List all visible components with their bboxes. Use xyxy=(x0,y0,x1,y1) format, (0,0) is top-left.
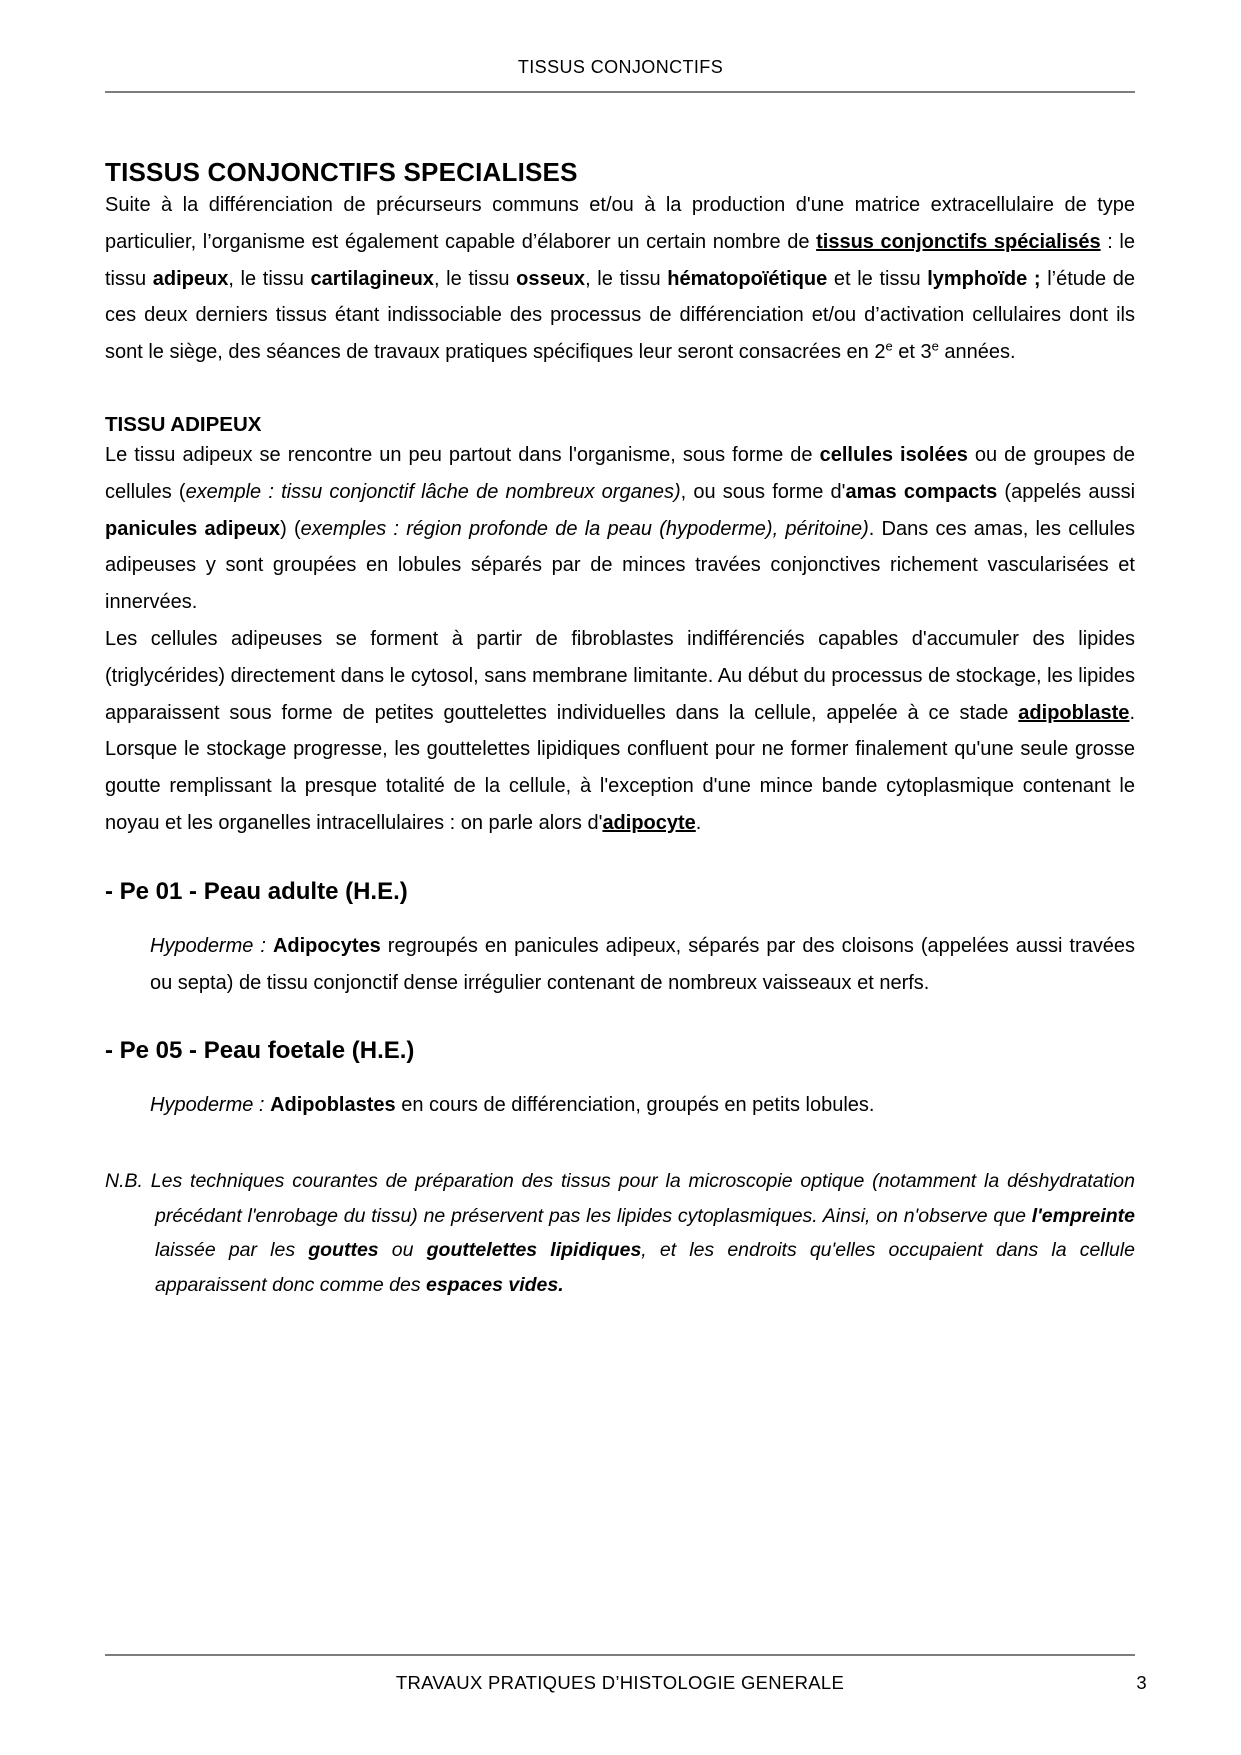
page-header xyxy=(0,0,1241,93)
nb-note: N.B. Les techniques courantes de préparation des tissus pour la microscopie optique (notamment la déshydratation précédant l'enrobage du tissu) ne préservent pas les lipides cytoplasmiques. Ainsi, on n'observe que l'empreinte laissée par les gouttes ou gouttelettes lipidiques, et les endroits qu'elles occupaient dans la cellule apparaissent donc comme des espaces vides. xyxy=(105,1170,1135,1296)
pe05-description: Hypoderme : Adipoblastes en cours de différenciation, groupés en petits lobules. xyxy=(150,1094,875,1117)
slide-heading-pe05: - Pe 05 - Peau foetale (H.E.) xyxy=(105,1037,415,1065)
footer-title: TRAVAUX PRATIQUES D’HISTOLOGIE GENERALE xyxy=(395,1672,845,1693)
page-number: 3 xyxy=(1136,1672,1147,1693)
tissu-adipeux-paragraph-1: Le tissu adipeux se rencontre un peu partout dans l'organisme, sous forme de cellules isolées ou de groupes de cellules (exemple : tissu conjonctif lâche de nombreux organes), ou sous forme d'amas compacts (appelés aussi panicules adipeux) (exemples : région profonde de la peau (hypoderme), péritoine). Dans ces amas, les cellules adipeuses y sont groupées en lobules séparés par de minces travées conjonctives richement vascularisées et innervées. xyxy=(105,443,1136,614)
footer-row xyxy=(105,1672,1147,1694)
running-header-title: TISSUS CONJONCTIFS xyxy=(517,57,724,77)
section-heading-tissu-adipeux: TISSU ADIPEUX xyxy=(105,412,262,436)
document-body xyxy=(105,157,1135,1303)
document-title: TISSUS CONJONCTIFS SPECIALISES xyxy=(105,157,578,187)
footer-divider xyxy=(105,1654,1135,1656)
header-divider xyxy=(105,91,1135,93)
slide-heading-pe01: - Pe 01 - Peau adulte (H.E.) xyxy=(105,877,408,905)
tissu-adipeux-paragraph-2: Les cellules adipeuses se forment à partir de fibroblastes indifférenciés capables d'accumuler des lipides (triglycérides) directement dans le cytosol, sans membrane limitante. Au début du processus de stockage, les lipides apparaissent sous forme de petites gouttelettes individuelles dans la cellule, appelée à ce stade adipoblaste. Lorsque le stockage progresse, les gouttelettes lipidiques confluent pour ne former finalement qu'une seule grosse goutte remplissant la presque totalité de la cellule, à l'exception d'une mince bande cytoplasmique contenant le noyau et les organelles intracellulaires : on parle alors d'adipocyte. xyxy=(105,627,1135,834)
pe01-description: Hypoderme : Adipocytes regroupés en panicules adipeux, séparés par des cloisons (appelées aussi travées ou septa) de tissu conjonctif dense irrégulier contenant de nombreux vaisseaux et nerfs. xyxy=(150,934,1135,994)
intro-paragraph: Suite à la différenciation de précurseurs communs et/ou à la production d'une matrice extracellulaire de type particulier, l’organisme est également capable d’élaborer un certain nombre de tissus conjonctifs spécialisés : le tissu adipeux, le tissu cartilagineux, le tissu osseux, le tissu hématopoïétique et le tissu lymphoïde ; l’étude de ces deux derniers tissus étant indissociable des processus de différenciation et/ou d’activation cellulaires dont ils sont le siège, des séances de travaux pratiques spécifiques leur seront consacrées en 2e et 3e années. xyxy=(105,194,1136,364)
page-footer xyxy=(105,1654,1147,1694)
